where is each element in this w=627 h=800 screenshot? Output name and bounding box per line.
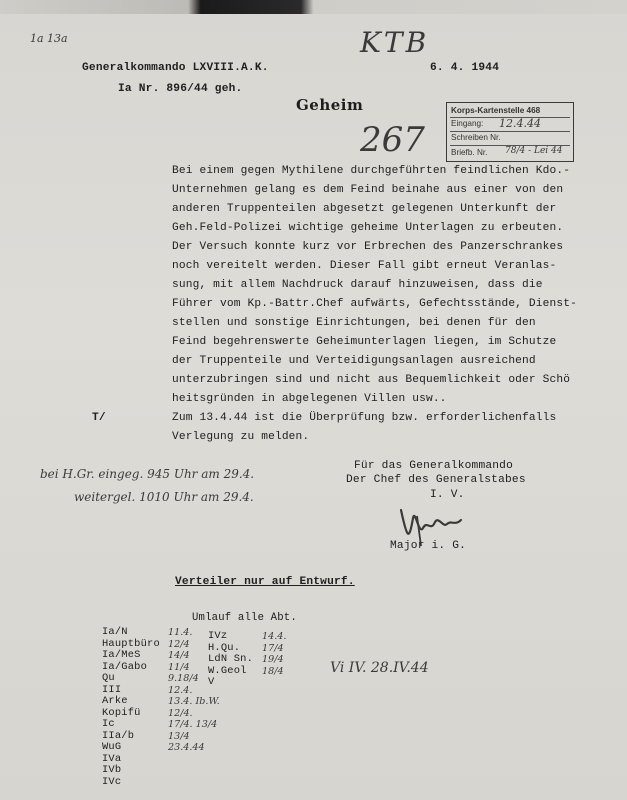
distribution-entry: Ia/MeS <box>102 649 141 661</box>
body-line: stellen und sonstige Einrichtungen, bei denen für den <box>172 317 536 329</box>
stamp-line-4-value: 78/4 - Lei 44 <box>505 146 563 156</box>
instruction-line: Zum 13.4.44 ist die Überprüfung bzw. erforderlichenfalls <box>172 412 557 424</box>
distribution-entry: Arke <box>102 695 128 707</box>
distribution-entry: Hauptbüro <box>102 637 160 650</box>
handwritten-initial: 12/4 <box>168 638 190 650</box>
distribution-entry: WuG <box>102 741 122 753</box>
handwritten-initial: 17/4 <box>262 642 284 654</box>
handwritten-number: 267 <box>360 120 425 160</box>
header-org: Generalkommando LXVIII.A.K. <box>82 62 269 74</box>
handwritten-initial: 18/4 <box>262 665 284 677</box>
scan-top-edge <box>0 0 627 14</box>
body-line: Geh.Feld-Polizei wichtige geheime Unterlagen zu erbeuten. <box>172 222 564 234</box>
handwritten-initial: 13.4. Ib.W. <box>168 696 220 707</box>
signature-line-3: I. V. <box>430 489 465 501</box>
distribution-entry: IVz <box>208 630 228 642</box>
distribution-circulation: Umlauf alle Abt. <box>192 612 297 624</box>
distribution-entry: H.Qu. <box>208 641 241 654</box>
handwritten-ktb-mark: KTB <box>360 26 430 59</box>
stamp-line-1: Korps-Kartenstelle 468 <box>451 106 541 115</box>
stamp-line-2-value: 12.4.44 <box>499 117 541 130</box>
handwritten-forward-note: weitergel. 1010 Uhr am 29.4. <box>74 490 254 504</box>
tv-marker: T/ <box>92 412 106 424</box>
distribution-entry: Ia/Gabo <box>102 660 148 673</box>
distribution-entry: IVc <box>102 775 122 788</box>
handwritten-receipt-note: bei H.Gr. eingeg. 945 Uhr am 29.4. <box>40 467 255 481</box>
handwritten-initial: 14.4. <box>262 631 287 642</box>
header-ref: Ia Nr. 896/44 geh. <box>118 83 243 95</box>
distribution-entry: Qu <box>102 672 115 684</box>
distribution-entry: IIa/b <box>102 729 135 742</box>
stamp-line-3-label: Schreiben Nr. <box>451 133 501 142</box>
body-line: sung, mit allem Nachdruck darauf hinzuweisen, dass die <box>172 279 543 291</box>
body-line: heitsgründen in abgelegenen Villen usw.. <box>172 393 447 405</box>
handwritten-initial: 11.4. <box>168 627 193 638</box>
body-line: unterzubringen sind und nicht aus Bequemlichkeit oder Schö <box>172 374 571 386</box>
handwritten-file-mark: 1a 13a <box>30 32 68 45</box>
distribution-entry: LdN Sn. <box>208 653 254 665</box>
distribution-entry: V <box>208 676 215 688</box>
handwritten-initial: 19/4 <box>262 654 284 665</box>
distribution-entry: III <box>102 683 122 696</box>
distribution-entry: Kopifü <box>102 706 141 719</box>
receipt-stamp <box>446 102 574 162</box>
handwritten-initial: 23.4.44 <box>168 742 205 753</box>
distribution-right-column <box>208 631 253 689</box>
classification-heading: Geheim <box>296 96 364 114</box>
stamp-line-4-label: Briefb. Nr. <box>451 148 488 157</box>
signature-rank: Major i. G. <box>390 540 467 552</box>
header-date: 6. 4. 1944 <box>430 62 500 74</box>
distribution-right-initials <box>262 631 286 677</box>
handwritten-vi-note: Vi IV. 28.IV.44 <box>330 660 429 676</box>
handwritten-initial: 13/4 <box>168 730 190 742</box>
handwritten-initial: 17/4. 13/4 <box>168 719 218 730</box>
stamp-line-2-label: Eingang: <box>451 119 484 128</box>
body-line: anderen Truppenteilen abgesetzt gelegenen Unterkunft der <box>172 203 557 215</box>
distribution-title: Verteiler nur auf Entwurf. <box>175 576 355 588</box>
body-line: Feind begehrenswerte Geheimunterlagen liegen, im Schutze <box>172 336 557 348</box>
distribution-entry: W.Geol <box>208 664 247 677</box>
body-line: Führer vom Kp.-Battr.Chef aufwärts, Gefechtsstände, Dienst- <box>172 298 577 310</box>
body-line: Der Versuch konnte kurz vor Erbrechen des Panzerschrankes <box>172 241 564 253</box>
body-line: noch vereitelt werden. Dieser Fall gibt erneut Veranlas- <box>172 260 557 272</box>
body-line: Bei einem gegen Mythilene durchgeführten feindlichen Kdo.- <box>172 165 571 177</box>
signature-line-1: Für das Generalkommando <box>354 460 514 472</box>
instruction-line: Verlegung zu melden. <box>172 431 310 443</box>
distribution-entry: Ia/N <box>102 626 128 638</box>
handwritten-initial: 12.4. <box>168 684 193 696</box>
distribution-left-column <box>102 627 160 788</box>
body-line: der Truppenteile und Verteidigungsanlagen ausreichend <box>172 355 536 367</box>
signature-line-2: Der Chef des Generalstabes <box>346 474 526 486</box>
handwritten-initial: 14/4 <box>168 650 190 661</box>
handwritten-initial: 12/4. <box>168 707 193 719</box>
handwritten-initial: 9.18/4 <box>168 673 199 684</box>
distribution-entry: IVb <box>102 764 122 776</box>
handwritten-initial: 11/4 <box>168 661 190 673</box>
distribution-entry: IVa <box>102 752 122 765</box>
distribution-entry: Ic <box>102 718 115 730</box>
body-line: Unternehmen gelang es dem Feind beinahe aus einer von den <box>172 184 564 196</box>
